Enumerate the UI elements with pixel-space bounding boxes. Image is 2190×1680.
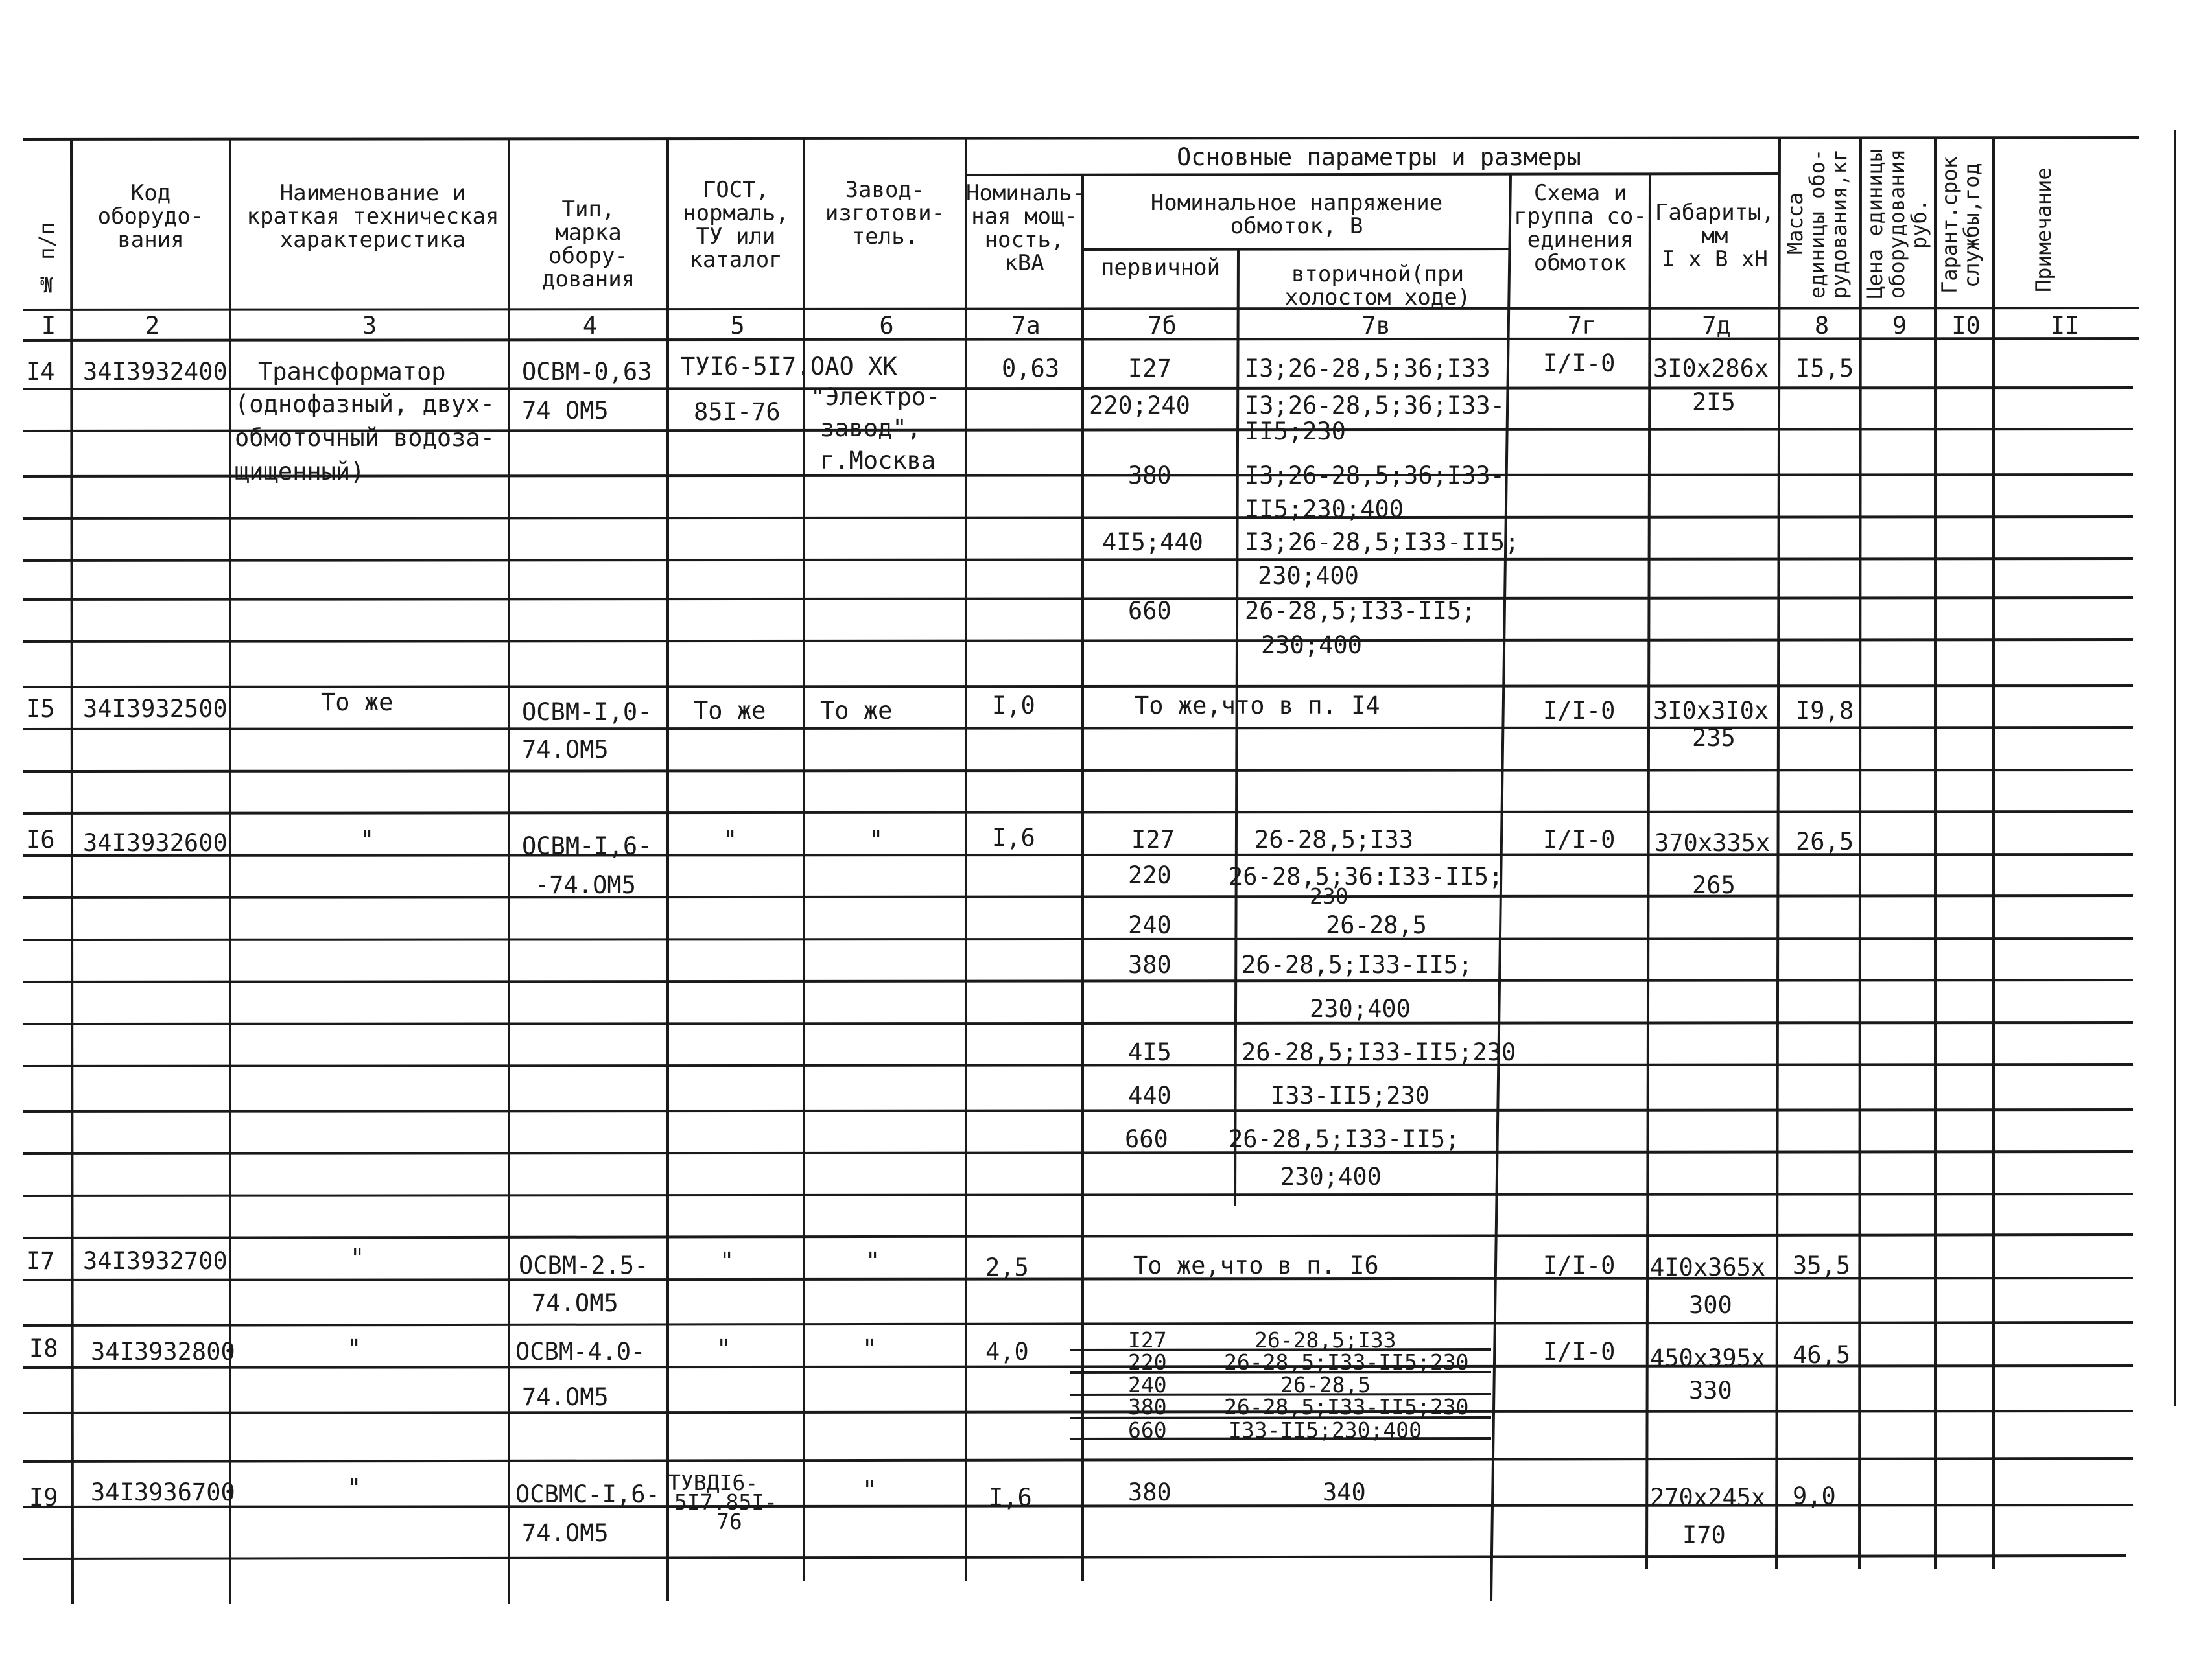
secondary-voltage: 26-28,5;I33-II5;	[1245, 597, 1476, 625]
primary-voltage: 4I5;440	[1102, 528, 1203, 556]
equipment-type: ОСВМС-I,6-	[515, 1480, 660, 1508]
connection-scheme: I/I-0	[1543, 1338, 1616, 1366]
secondary-voltage: 230;400	[1261, 631, 1362, 659]
dimensions: 4I0x365x	[1650, 1254, 1766, 1281]
row-number: I5	[26, 695, 55, 723]
group-title: Основные параметры и размеры	[1177, 143, 1581, 171]
primary-voltage: 4I5	[1128, 1038, 1172, 1066]
manufacturer: завод",	[820, 414, 921, 442]
manufacturer: ОАО ХК	[810, 353, 897, 380]
secondary-voltage: 26-28,5;I33-II5;230	[1224, 1349, 1469, 1375]
col-number-7a: 7а	[1011, 312, 1041, 340]
secondary-voltage: II5;230	[1245, 417, 1346, 445]
unit-mass: 46,5	[1793, 1341, 1851, 1369]
equipment-name-line: (однофазный, двух-	[235, 390, 495, 418]
secondary-voltage: 230;400	[1310, 995, 1411, 1023]
primary-voltage: 660	[1128, 597, 1172, 625]
col-number-9: 9	[1892, 312, 1907, 340]
header-col-7v: вторичной(при холостом ходе)	[1284, 261, 1471, 310]
secondary-voltage: 230;400	[1258, 562, 1359, 590]
secondary-voltage: 26-28,5;I33-II5;230	[1242, 1038, 1516, 1066]
primary-voltage: 380	[1128, 951, 1172, 979]
primary-voltage: 220;240	[1089, 391, 1190, 419]
unit-mass: 26,5	[1796, 828, 1854, 856]
row-number: I4	[26, 358, 55, 386]
dimensions: 330	[1689, 1377, 1732, 1405]
manufacturer: г.Москва	[820, 447, 936, 474]
row-number: I8	[29, 1335, 58, 1362]
col-number-5: 5	[730, 312, 745, 340]
dimensions: 370x335x	[1654, 829, 1771, 857]
col-number-4: 4	[582, 312, 598, 340]
primary-voltage: 380	[1128, 1478, 1172, 1506]
primary-voltage: 660	[1128, 1418, 1167, 1443]
ditto-mark: "	[865, 1247, 880, 1275]
col-number-8: 8	[1814, 312, 1830, 340]
col-number-3: 3	[362, 312, 377, 340]
equipment-code: 34I3936700	[91, 1478, 235, 1506]
unit-mass: I5,5	[1796, 355, 1854, 382]
secondary-voltage: 26-28,5;I33-II5;230	[1224, 1394, 1469, 1419]
header-col-10: Гарант.срок службы,год	[1937, 156, 1984, 294]
ditto-mark: "	[862, 1335, 877, 1362]
header-col-6: Завод- изготови- тель.	[825, 177, 945, 250]
col-number-7b: 7б	[1148, 312, 1177, 340]
equipment-code: 34I3932500	[83, 695, 228, 723]
secondary-voltage: I3;26-28,5;36;I33	[1245, 355, 1490, 382]
header-col-7g: Схема и группа со- единения обмоток	[1514, 180, 1647, 276]
secondary-voltage: 26-28,5;I33-II5;	[1242, 951, 1473, 979]
rated-power: I,0	[992, 692, 1035, 719]
primary-voltage: 240	[1128, 911, 1172, 939]
secondary-voltage: 26-28,5;I33-II5;	[1229, 1125, 1460, 1153]
secondary-voltage: I33-II5;230	[1271, 1082, 1430, 1110]
dimensions: 265	[1692, 871, 1736, 899]
rated-power: 0,63	[1002, 355, 1060, 382]
equipment-name-line: обмоточный водоза-	[235, 424, 495, 452]
col-number-7v: 7в	[1361, 312, 1391, 340]
rated-power: 4,0	[985, 1338, 1029, 1366]
primary-voltage: 220	[1128, 1349, 1167, 1375]
ditto-mark: "	[862, 1476, 877, 1504]
equipment-type: 74 ОМ5	[522, 397, 609, 425]
rated-power: 2,5	[985, 1254, 1029, 1281]
primary-voltage: 660	[1125, 1125, 1168, 1153]
secondary-voltage: 26-28,5;I33	[1254, 826, 1414, 854]
equipment-type: 74.ОМ5	[532, 1289, 618, 1317]
connection-scheme: I/I-0	[1543, 1252, 1616, 1279]
manufacturer: То же	[820, 697, 893, 725]
header-col-3: Наименование и краткая техническая характеристика	[246, 180, 499, 253]
connection-scheme: I/I-0	[1543, 697, 1616, 725]
secondary-voltage: II5;230;400	[1245, 495, 1404, 523]
equipment-name-line: Трансформатор	[258, 358, 446, 386]
gost-ref: ТУВДI6-	[668, 1470, 759, 1495]
header-col-1: № п/п	[34, 222, 59, 297]
equipment-code: 34I3932400	[83, 358, 228, 386]
unit-mass: I9,8	[1796, 697, 1854, 725]
dimensions: 3I0x286x	[1653, 355, 1769, 382]
unit-mass: 9,0	[1793, 1482, 1836, 1510]
row-number: I7	[26, 1247, 55, 1275]
primary-voltage: 440	[1128, 1082, 1172, 1110]
header-col-8: Масса единицы обо- рудования,кг	[1783, 148, 1852, 299]
dimensions: 300	[1689, 1291, 1732, 1319]
secondary-voltage: I33-II5;230;400	[1229, 1418, 1422, 1443]
ditto-mark: "	[720, 1247, 735, 1275]
primary-voltage: I27	[1128, 1327, 1167, 1353]
equipment-type: 74.ОМ5	[522, 1383, 609, 1411]
dimensions: I70	[1682, 1521, 1726, 1549]
col-number-11: II	[2050, 312, 2080, 340]
rated-power: I,6	[992, 824, 1035, 852]
header-col-7b: первичной	[1100, 255, 1221, 281]
connection-scheme: I/I-0	[1543, 349, 1616, 377]
equipment-type: ОСВМ-I,0-	[522, 698, 652, 726]
gost-ref: То же	[694, 697, 766, 725]
secondary-voltage: I3;26-28,5;36;I33-	[1245, 391, 1505, 419]
primary-voltage: I27	[1128, 355, 1172, 382]
primary-voltage: 380	[1128, 461, 1172, 489]
dimensions: 2I5	[1692, 388, 1736, 416]
equipment-code: 34I3932600	[83, 829, 228, 857]
dimensions: 3I0x3I0x	[1653, 697, 1769, 725]
header-col-7bv: Номинальное напряжение обмоток, В	[1150, 190, 1443, 239]
col-number-1: I	[41, 312, 56, 340]
secondary-voltage: 26-28,5	[1326, 911, 1427, 939]
primary-voltage: 220	[1128, 861, 1172, 889]
equipment-type: 74.ОМ5	[522, 736, 609, 764]
col-number-2: 2	[145, 312, 160, 340]
header-col-4: Тип, марка обору- дования	[541, 196, 635, 292]
secondary-voltage: I3;26-28,5;I33-II5;	[1245, 528, 1520, 556]
manufacturer: "Электро-	[810, 383, 941, 411]
equipment-type: ОСВМ-I,6-	[522, 832, 652, 860]
same-as-note: То же,что в п. I6	[1133, 1252, 1379, 1279]
header-col-7a: Номиналь- ная мощ- ность, кВА	[966, 180, 1086, 276]
col-number-7g: 7г	[1567, 312, 1597, 340]
gost-ref: 85I-76	[694, 398, 781, 426]
primary-voltage: 380	[1128, 1394, 1167, 1419]
header-col-5: ГОСТ, нормаль, ТУ или каталог	[683, 177, 789, 273]
col-number-10: I0	[1951, 312, 1981, 340]
same-as-note: То же,что в п. I4	[1135, 692, 1380, 719]
dimensions: 450x395x	[1650, 1344, 1766, 1372]
ditto-mark: "	[347, 1335, 362, 1362]
header-col-9: Цена единицы оборудования руб.	[1863, 148, 1931, 299]
equipment-type: ОСВМ-2.5-	[519, 1252, 649, 1279]
connection-scheme: I/I-0	[1543, 826, 1616, 854]
secondary-voltage: 26-28,5	[1280, 1372, 1371, 1397]
secondary-voltage: 340	[1323, 1478, 1366, 1506]
ditto-mark: "	[869, 826, 884, 854]
equipment-type: ОСВМ-0,63	[522, 358, 652, 386]
equipment-type: 74.ОМ5	[522, 1519, 609, 1547]
unit-mass: 35,5	[1793, 1252, 1851, 1279]
header-col-7d: Габариты, мм I x B xH	[1654, 200, 1775, 272]
secondary-voltage: I3;26-28,5;36;I33-	[1245, 461, 1505, 489]
ditto-mark: "	[360, 826, 375, 854]
primary-voltage: 240	[1128, 1372, 1167, 1397]
equipment-code: 34I3932700	[83, 1247, 228, 1275]
equipment-type: ОСВМ-4.0-	[515, 1338, 646, 1366]
secondary-voltage: 26-28,5;36:I33-II5;	[1229, 863, 1503, 891]
dimensions: 270x245x	[1650, 1484, 1766, 1511]
row-number: I9	[29, 1484, 58, 1511]
equipment-name: То же	[321, 688, 394, 716]
equipment-type: -74.ОМ5	[535, 871, 636, 899]
primary-voltage: I27	[1131, 826, 1175, 854]
secondary-voltage: 230;400	[1280, 1163, 1382, 1191]
ditto-mark: "	[347, 1474, 362, 1502]
row-number: I6	[26, 826, 55, 854]
ditto-mark: "	[723, 826, 738, 854]
secondary-voltage: 26-28,5;I33	[1254, 1327, 1396, 1353]
secondary-voltage: 230	[1310, 883, 1348, 909]
ditto-mark: "	[350, 1244, 365, 1272]
header-col-11: Примечание	[2031, 167, 2056, 293]
equipment-name-line: щищенный)	[235, 458, 365, 485]
rated-power: I,6	[989, 1484, 1032, 1511]
header-col-2: Код оборудо- вания	[97, 180, 204, 253]
gost-ref: ТУI6-5I7.	[681, 353, 811, 380]
equipment-code: 34I3932800	[91, 1338, 235, 1366]
col-number-7d: 7д	[1702, 312, 1731, 340]
ditto-mark: "	[716, 1335, 731, 1362]
dimensions: 235	[1692, 724, 1736, 752]
gost-ref: 5I7.85I-	[674, 1489, 777, 1515]
gost-ref: 76	[716, 1509, 742, 1534]
col-number-6: 6	[879, 312, 894, 340]
